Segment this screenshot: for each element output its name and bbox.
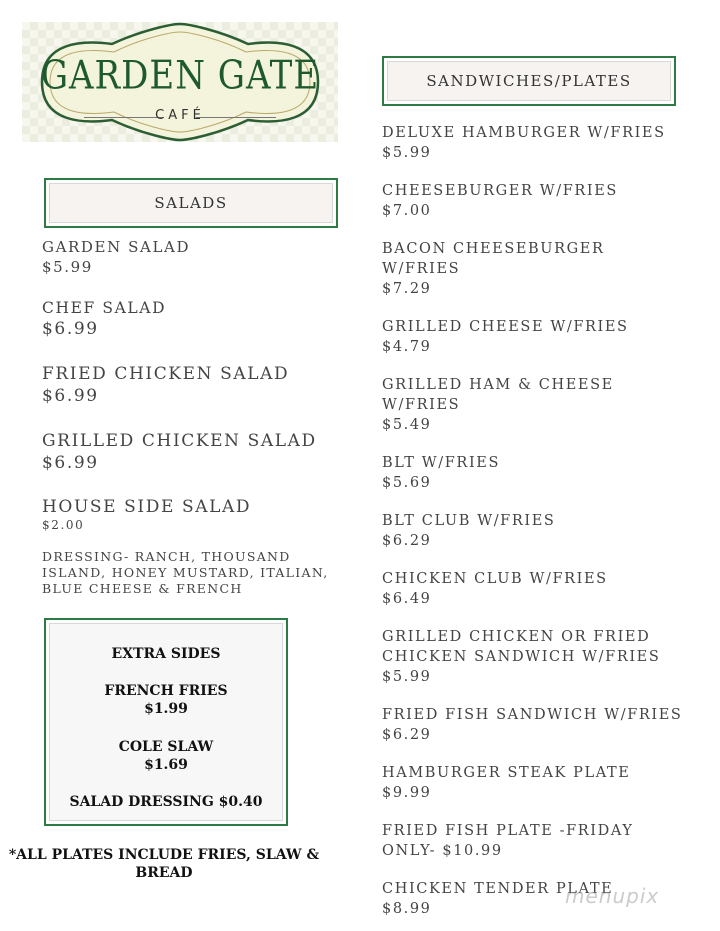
dressing-options (42, 549, 342, 597)
item-price: $8.99 (382, 901, 432, 917)
list-item (42, 364, 289, 406)
item-price: $5.99 (382, 669, 432, 685)
item-price: $5.99 (382, 145, 432, 161)
list-item (382, 123, 712, 163)
item-name: FRIED FISH PLATE -FRIDAY (382, 823, 634, 839)
item-name: BLT CLUB W/FRIES (382, 513, 556, 529)
list-item (42, 431, 317, 473)
list-item (382, 763, 712, 803)
item-price: $5.49 (382, 417, 432, 433)
dressing-line: BLUE CHEESE & FRENCH (42, 581, 243, 596)
sandwiches-heading: SANDWICHES/PLATES (387, 61, 671, 101)
list-item (382, 511, 712, 551)
logo-subtitle: CAFÉ (155, 108, 205, 123)
side-price: $1.69 (144, 757, 188, 773)
list-item (382, 181, 712, 221)
salads-heading-box (44, 178, 338, 228)
item-name: FRIED FISH SANDWICH W/FRIES (382, 707, 683, 723)
item-price: $6.29 (382, 533, 432, 549)
item-name: HOUSE SIDE SALAD (42, 497, 252, 517)
list-item (382, 879, 712, 919)
item-name: GRILLED CHICKEN OR FRIED (382, 629, 651, 645)
item-name: CHICKEN CLUB W/FRIES (382, 571, 608, 587)
salad-dressing-price: SALAD DRESSING $0.40 (69, 794, 263, 810)
logo-brand-name: GARDEN GATE (40, 53, 320, 99)
item-name: HAMBURGER STEAK PLATE (382, 765, 631, 781)
item-name: GARDEN SALAD (42, 238, 191, 256)
item-price: $6.99 (42, 386, 99, 406)
note-line: *ALL PLATES INCLUDE FRIES, SLAW & (8, 847, 320, 863)
item-name: DELUXE HAMBURGER W/FRIES (382, 125, 666, 141)
item-name-cont: ONLY- $10.99 (382, 843, 503, 859)
item-name-cont: W/FRIES (382, 261, 461, 277)
cafe-logo (22, 22, 338, 142)
side-name: FRENCH FRIES (104, 683, 228, 699)
item-price: $6.99 (42, 319, 99, 339)
item-name: GRILLED CHEESE W/FRIES (382, 319, 629, 335)
item-price: $6.99 (42, 453, 99, 473)
item-price: $4.79 (382, 339, 432, 355)
item-price: $2.00 (42, 518, 85, 532)
list-item (382, 705, 712, 745)
item-price: $7.00 (382, 203, 432, 219)
menupix-watermark: menupix (565, 884, 660, 908)
item-name-cont: W/FRIES (382, 397, 461, 413)
side-name: COLE SLAW (118, 739, 214, 755)
list-item (42, 497, 251, 532)
item-name: FRIED CHICKEN SALAD (42, 364, 290, 384)
item-name: BLT W/FRIES (382, 455, 500, 471)
extra-sides-heading: EXTRA SIDES (111, 646, 221, 662)
salads-heading: SALADS (49, 183, 333, 223)
list-item (42, 238, 190, 276)
list-item (382, 239, 712, 299)
item-name: CHEF SALAD (42, 299, 167, 317)
item-name: GRILLED HAM & CHEESE (382, 377, 614, 393)
list-item (382, 375, 712, 435)
list-item (382, 569, 712, 609)
list-item (382, 317, 712, 357)
list-item (382, 453, 712, 493)
item-price: $7.29 (382, 281, 432, 297)
item-price: $9.99 (382, 785, 432, 801)
item-name: BACON CHEESEBURGER (382, 241, 605, 257)
item-name: CHEESEBURGER W/FRIES (382, 183, 618, 199)
sandwiches-heading-box (382, 56, 676, 106)
item-price: $6.29 (382, 727, 432, 743)
extra-sides-box (44, 618, 288, 826)
list-item (382, 821, 712, 861)
item-name: CHICKEN TENDER PLATE (382, 881, 614, 897)
dressing-line: ISLAND, HONEY MUSTARD, ITALIAN, (42, 565, 329, 580)
item-name: GRILLED CHICKEN SALAD (42, 431, 317, 451)
item-price: $5.99 (42, 258, 93, 276)
item-price: $5.69 (382, 475, 432, 491)
dressing-line: DRESSING- RANCH, THOUSAND (42, 549, 291, 564)
item-name-cont: CHICKEN SANDWICH W/FRIES (382, 649, 661, 665)
list-item (42, 299, 166, 339)
list-item (382, 627, 712, 687)
plates-note (4, 846, 324, 882)
item-price: $6.49 (382, 591, 432, 607)
note-line: BREAD (135, 865, 193, 881)
side-price: $1.99 (144, 701, 188, 717)
